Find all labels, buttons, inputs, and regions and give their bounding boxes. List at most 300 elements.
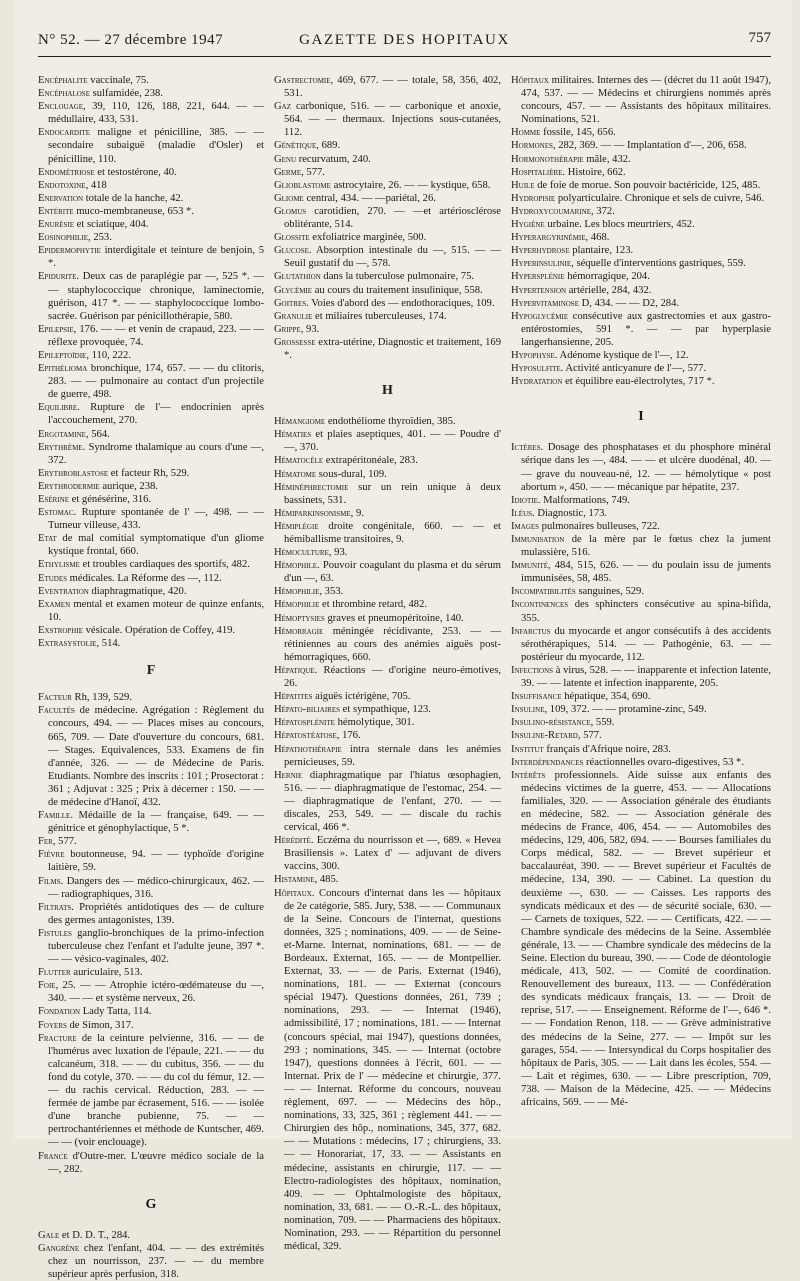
index-entry-text: , 176. — — et venin de crapaud, 223. — — réflexe provoquée, 74. — [48, 323, 264, 348]
index-entry — [38, 349, 264, 362]
index-entry — [38, 637, 264, 650]
index-entry — [511, 664, 771, 690]
index-entry — [274, 873, 501, 886]
index-entry-text: exfoliatrice marginée, 500. — [309, 232, 427, 244]
page-header — [38, 32, 771, 64]
index-entry-text: carotidien, 270. — —et artériosclérose oblitérante, 514. — [284, 205, 501, 231]
index-entry-head: Hypervitaminose — [511, 297, 579, 309]
index-entry-text: professionnels. Aide suisse aux enfants des médecins victimes de la guerre, 453. — — Allocations familiales, 320. — — Association générale des étudiants en médecine, 582. — — Association générale des médecins de France, 406, 454. — — Automobiles des médecins, 129, 406, 582, 694. — — Bourses familiales du Corps médical, 582. — — Brevet supérieur et baccalauréat, 390. — — Brevet supérieur et Facultés de médecine, 134, 390. — — Cabinet. La question du deuxième —, 630. — — Caisses. Les rapports des syndicats médicaux et des — de sécurité sociale, 630. — — Carnets de toxiques, 522. — — Certificats, 422. — — Chambre syndicale des médecins de la Seine. Assemblée générale, 13. — — Chambre syndicale des médecins de la Seine. Election du bureau, 390. — — Code de déontologie médicale, 413, 502. — — Comité de coordination. Renouvellement des bureaux, 113. — — Confédération des syndicats médicaux français, 13. — — Droit de reprise, 517. — — Enseignement. Réforme de l'—, 646 *. — — Fondation Renon, 118. — — Grève administrative des médecins de la Seine, 277. — — Impôt sur les garages, 554. — — Intersyndical du Corps hospitalier des hôpitaux de Paris, 305. — — Lait dans les écoles, 554. — — Lait et régimes, 630. — — Libre prescription, 709, 738. — Maison de la Médecine, 425. — — Médecins africains, 569. — — Mé- — [521, 769, 771, 1109]
index-entry — [511, 205, 771, 218]
index-entry-head: Hormonothérapie — [511, 153, 584, 165]
index-entry-text: Rh, 139, 529. — [71, 692, 132, 704]
index-entry-head: Incompatibilités — [511, 586, 576, 598]
section-letter-h: H — [382, 383, 393, 399]
index-entry — [38, 218, 264, 231]
column-3 — [511, 74, 771, 1109]
index-entry-head: Etat — [38, 533, 57, 545]
index-entry — [274, 520, 501, 546]
index-entry-text: , 514. — [96, 638, 121, 650]
index-entry — [511, 703, 771, 716]
index-entry — [274, 428, 501, 454]
index-entry-text: droite congénitale, 660. — — et hémiballisme transitoires, 9. — [284, 520, 501, 545]
index-entry-head: Genu — [274, 153, 297, 165]
index-entry — [274, 690, 501, 703]
index-entry — [511, 533, 771, 559]
index-entry-text: . Diagnostic, 173. — [532, 507, 608, 519]
index-entry-text: polyarticulaire. Chronique et sels de cuivre, 546. — [555, 192, 765, 204]
index-entry-head: Hypersplénie — [511, 271, 565, 283]
index-entry-head: Erythrodermie — [38, 480, 100, 492]
index-entry-head: Hémorragie — [274, 625, 324, 637]
index-entry — [274, 74, 501, 100]
index-entry-head: Epidurite — [38, 271, 77, 283]
index-entry — [511, 716, 771, 729]
index-entry-text: , 577. — [577, 730, 602, 742]
index-entry — [274, 139, 501, 152]
index-entry-text: hémorragique, 204. — [564, 271, 650, 283]
index-entry — [38, 493, 264, 506]
index-entry — [38, 166, 264, 179]
index-entry-head: Hépatique — [274, 664, 315, 676]
index-entry-head: Fer — [38, 836, 53, 848]
index-entry — [274, 100, 501, 139]
index-entry — [38, 1019, 264, 1032]
index-entry — [274, 625, 501, 664]
index-entry — [274, 310, 501, 323]
index-entry-head: Hyposulfite — [511, 363, 561, 375]
index-entry-text: et génésérine, 316. — [68, 494, 152, 505]
index-entry-text: vaccinale, 75. — [87, 75, 149, 86]
index-entry — [38, 1242, 264, 1281]
index-entry-head: Enurésie — [38, 219, 75, 231]
index-entry-text: sanguines, 529. — [575, 586, 644, 598]
index-entry — [38, 428, 264, 441]
index-entry — [274, 743, 501, 769]
index-entry-head: Hépatostéatose — [274, 730, 337, 742]
index-entry — [511, 218, 771, 231]
index-entry-head: Hémoculture — [274, 547, 329, 559]
index-entry — [38, 598, 264, 624]
index-entry-head: Glomus — [274, 205, 307, 217]
index-entry-text: . Réactions — d'origine neuro-émotives, 26. — [284, 664, 501, 690]
index-entry-text: plantaire, 123. — [569, 245, 634, 257]
index-entry-text: , 176. — [336, 730, 361, 742]
section-letter-i: I — [638, 409, 644, 425]
index-entry-head: Foyers — [38, 1019, 67, 1031]
index-entry-text: et miliaires tuberculeuses, 174. — [312, 310, 447, 322]
index-entry — [38, 704, 264, 809]
index-entry — [511, 231, 771, 244]
index-entry-text: militaires. Internes des — (décret du 11 août 1947), 474, 537. — — Médecins et chirurgiens nommés après concours, 457. — — Assistants des hôpitaux militaires. Nominations, 521. — [521, 75, 771, 126]
index-entry-head: Fracture — [38, 1032, 77, 1044]
issue-number: N° 52. — 27 décembre 1947 — [38, 32, 224, 48]
index-entry — [511, 349, 771, 362]
index-entry — [38, 927, 264, 966]
index-entry — [38, 1005, 264, 1018]
index-entry-text: , 468. — [585, 232, 610, 244]
index-entry — [511, 179, 771, 192]
index-entry-text: boutonneuse, 94. — — typhoïde d'origine laitière, 59. — [48, 849, 264, 874]
index-entry-head: Ethylisme — [38, 559, 80, 571]
index-entry-text: . Rupture de l'— endocrinien après l'accouchement, 270. — [48, 402, 264, 427]
index-entry-text: et D. D. T., 284. — [59, 1229, 131, 1241]
section-letter-f: F — [146, 663, 156, 679]
index-entry-head: Immunité — [511, 560, 548, 572]
index-entry-text: central, 434. — —pariétal, 26. — [303, 192, 436, 204]
index-entry — [511, 585, 771, 598]
index-entry — [38, 362, 264, 401]
index-entry-head: Images — [511, 520, 540, 532]
index-entry-head: Equilibre — [38, 402, 78, 414]
index-entry-head: Facteur — [38, 692, 72, 704]
index-entry-head: Flutter — [38, 967, 71, 979]
index-entry-head: Ictères — [511, 442, 541, 454]
index-entry — [38, 1150, 264, 1176]
index-entry — [274, 834, 501, 873]
index-entry-head: Hydratation — [511, 376, 563, 388]
index-entry-text: . Histoire, 662. — [562, 166, 626, 178]
index-entry — [38, 192, 264, 205]
index-entry — [38, 691, 264, 704]
index-entry-head: Goitres — [274, 297, 307, 309]
index-entry-text: de foie de morue. Son pouvoir bactéricide, 125, 485. — [534, 179, 761, 191]
index-entry-text: artérielle, 284, 432. — [566, 284, 652, 296]
index-entry-head: Hématocèle — [274, 455, 324, 467]
index-entry-head: Grippe — [274, 323, 301, 335]
index-entry-head: Héminéphrectomie — [274, 481, 349, 493]
index-entry-text: et sciatique, 404. — [74, 219, 149, 231]
index-entry-head: Hydropisie — [511, 192, 556, 204]
index-entry-head: Endométriose — [38, 166, 95, 178]
index-entry-text: médicales. La Réforme des —, 112. — [67, 572, 222, 584]
index-entry-head: Hémophilie — [274, 586, 320, 598]
index-entry-head: Gastrectomie — [274, 75, 331, 86]
index-entry — [274, 192, 501, 205]
index-entry — [511, 729, 771, 742]
section-letter-g: G — [145, 1196, 157, 1212]
index-entry-text: de Simon, 317. — [66, 1019, 134, 1031]
index-entry-head: Intérêts — [511, 769, 546, 781]
index-entry — [274, 612, 501, 625]
index-entry-head: Estomac — [38, 507, 74, 519]
index-entry-head: Gliome — [274, 192, 304, 204]
index-entry — [511, 166, 771, 179]
index-entry-head: Infections — [511, 664, 554, 676]
index-entry-text: sur un rein unique à deux bassinets, 531. — [284, 481, 501, 506]
index-entry — [511, 441, 771, 493]
index-entry — [274, 284, 501, 297]
index-entry-text: , séquelle d'interventions gastriques, 559. — [571, 258, 746, 270]
index-entry-head: Glucose — [274, 245, 309, 257]
index-entry-text: sous-dural, 109. — [316, 468, 387, 480]
index-entry — [511, 769, 771, 1109]
index-entry-text: . Médaille de la — française, 649. — — génitrice et génophylactique, 5 *. — [48, 810, 264, 835]
index-entry-head: Insulino-résistance — [511, 717, 591, 729]
index-entry — [38, 179, 264, 192]
index-entry — [38, 572, 264, 585]
index-entry-head: Eosinophilie — [38, 232, 89, 244]
index-entry — [274, 231, 501, 244]
index-entry-text: bronchique, 174, 657. — — du clitoris, 283. — — pulmonaire au contact d'un projectile de guerre, 498. — [48, 363, 264, 401]
index-entry-head: Erythrème — [38, 441, 83, 453]
index-entry-head: Ergotamine — [38, 428, 86, 440]
index-entry — [38, 848, 264, 874]
index-entry-text: vésicale. Opération de Coffey, 419. — [82, 624, 236, 636]
index-entry-text: et facteur Rh, 529. — [108, 467, 190, 479]
index-entry-text: . Rupture spontanée de l' —, 498. — — Tumeur villeuse, 433. — [48, 507, 264, 532]
index-entry — [511, 270, 771, 283]
index-entry-head: Glutathion — [274, 271, 321, 283]
index-entry-text: extra-utérine, Diagnostic et traitement, 169 *. — [284, 336, 501, 361]
page-number: 757 — [748, 30, 771, 46]
index-entry-text: , 25. — — Atrophie ictéro-œdémateuse du —, 340. — — et système nerveux, 26. — [48, 980, 264, 1005]
header-rule — [38, 56, 771, 57]
index-entry-text: ganglio-bronchiques de la primo-infection tuberculeuse chez l'enfant et l'adulte jeune, 397 *. — — vésico-vaginales, 402. — [48, 927, 264, 966]
index-entry-text: , 689. — [316, 140, 341, 152]
index-entry-text: . Propriétés antidotiques des — de culture des germes antagonistes, 139. — [48, 901, 264, 926]
index-entry — [38, 901, 264, 927]
index-entry-text: , 110, 222. — [86, 349, 131, 361]
index-entry-head: Filtrats — [38, 901, 72, 913]
index-entry-head: Hépato-biliaires — [274, 704, 341, 716]
index-entry-head: Hormones — [511, 140, 553, 152]
index-entry-text: , 559. — [590, 717, 615, 729]
index-entry-head: Hôpitaux — [511, 75, 549, 86]
index-entry-text: de la mère par le fœtus chez la jument mulassière, 516. — [521, 534, 771, 559]
index-entry-head: Hépatosplénite — [274, 717, 335, 729]
index-entry — [511, 598, 771, 624]
index-entry — [511, 743, 771, 756]
index-entry-head: Institut — [511, 743, 544, 755]
index-entry-head: Hémangiome — [274, 416, 326, 428]
index-entry-text: , 282, 369. — — Implantation d'—, 206, 658. — [552, 140, 747, 152]
index-entry — [274, 336, 501, 362]
index-entry-head: Insuline — [511, 704, 545, 716]
index-entry-head: Glossite — [274, 232, 310, 244]
index-entry — [274, 205, 501, 231]
index-entry-head: Incontinences — [511, 599, 569, 611]
index-entry — [511, 153, 771, 166]
index-entry-text: consécutive aux gastrectomies et aux gastro-entérostomies, 591 *. — — par hyperplasie langerhansienne, 205. — [521, 310, 771, 348]
index-entry-head: Enclouage — [38, 101, 83, 113]
index-entry — [38, 480, 264, 493]
index-entry-text: carbonique, 516. — — carbonique et anoxie, 564. — — thermaux. Injections sous-cutanées, 112. — [284, 101, 501, 139]
index-entry — [38, 126, 264, 165]
index-entry — [274, 559, 501, 585]
index-entry-text: , 109, 372. — — protamine-zinc, 549. — [544, 704, 707, 716]
index-entry — [38, 585, 264, 598]
index-entry — [38, 532, 264, 558]
index-entry — [511, 375, 771, 388]
index-entry-head: Epilepsie — [38, 323, 74, 335]
index-entry-text: Lady Tatta, 114. — [80, 1006, 152, 1018]
index-entry-head: Erythroblastose — [38, 467, 109, 479]
index-entry — [274, 546, 501, 559]
index-entry-head: Hémoptysies — [274, 612, 325, 624]
index-entry — [274, 297, 501, 310]
index-entry — [511, 126, 771, 139]
index-entry-head: Hypoglycémie — [511, 310, 569, 322]
index-entry-head: Huile — [511, 179, 535, 191]
index-entry — [511, 756, 771, 769]
index-entry-text: et équilibre eau-électrolytes, 717 *. — [562, 376, 715, 388]
index-entry-head: Hémophile — [274, 560, 318, 572]
index-entry — [38, 1229, 264, 1242]
index-entry-text: . Pouvoir coagulant du plasma et du sérum d'un —, 63. — [284, 560, 501, 585]
index-entry-text: français d'Afrique noire, 283. — [543, 743, 671, 755]
index-entry-head: Insuline-Retard — [511, 730, 578, 742]
index-entry-text: de médecine. Agrégation : Règlement du concours, 494. — — Places mises au concours, 665, 709. — Date d'ouverture du concours, 681. — Stages. Equivalences, 533. Examens de fin d'année, 326. — — de Médecine de Paris. Etudiants. Nombre des inscrits : 101 ; Prosectorat : 361 ; Adjuvat : 325 ; Prix à décerner : 150. — — de médecine d'Hanoï, 432. — [48, 705, 264, 808]
index-entry-head: Hématies — [274, 429, 312, 441]
index-entry-head: Glycémie — [274, 284, 313, 296]
index-entry-text: et plaies aseptiques, 401. — — Poudre d' —, 370. — [284, 429, 501, 454]
index-entry — [511, 257, 771, 270]
column-2 — [274, 74, 501, 1253]
index-entry-head: Encéphalite — [38, 75, 88, 86]
index-entry-text: réactionnelles ovaro-digestives, 53 *. — [583, 756, 744, 768]
index-entry — [511, 297, 771, 310]
index-entry — [38, 506, 264, 532]
index-entry-head: Famille — [38, 810, 71, 822]
index-entry-head: Epidermophytie — [38, 245, 101, 257]
index-entry-head: Eventration — [38, 585, 89, 597]
index-entry-text: des sphincters consécutive au spina-bifida, 355. — [521, 599, 771, 624]
index-entry — [38, 74, 264, 87]
index-entry-text: diaphragmatique par l'hiatus œsophagien, 516. — — diaphragmatique de l'estomac, 254. — — diaphragmatique de l'enfant, 270. — — discales, 253, 549. — — discale du rachis cervical, 466 *. — [284, 769, 501, 834]
index-entry — [274, 468, 501, 481]
index-entry-text: dans la tuberculose pulmonaire, 75. — [320, 271, 475, 283]
index-entry — [511, 362, 771, 375]
index-entry-head: Films — [38, 875, 61, 887]
index-entry-text: et thrombine retard, 482. — [319, 599, 428, 611]
index-entry — [38, 87, 264, 100]
index-entry-head: Idiotie — [511, 494, 538, 506]
index-entry-text: , 469, 677. — — totale, 58, 356, 402, 531. — [284, 75, 501, 100]
index-entry — [38, 624, 264, 637]
index-entry-head: Facultés — [38, 705, 75, 717]
index-entry-text: urbaine. Les blocs meurtriers, 452. — [544, 219, 695, 231]
index-entry-text: , 418 — [85, 179, 107, 191]
index-entry-head: Iléus — [511, 507, 533, 519]
index-entry-text: . Malformations, 749. — [537, 494, 630, 506]
index-entry-text: . Voies d'abord des — endothoraciques, 109. — [306, 297, 495, 309]
index-entry-text: , 485. — [314, 874, 339, 886]
index-entry — [38, 401, 264, 427]
index-entry-head: Hygiène — [511, 219, 545, 231]
index-entry — [38, 100, 264, 126]
index-entry-text: . Dosage des phosphatases et du phosphore minéral sérique dans les —, 484. — — et ulcère duodénal, 40. — — grave du nouveau-né, 12. — — hémolytique « post abortum », 450. — — mécanique par hépatite, 237. — [521, 442, 771, 493]
index-entry-head: Esérine — [38, 494, 69, 505]
index-entry-head: Gaz — [274, 101, 291, 113]
index-entry — [38, 558, 264, 571]
index-entry-text: et sympathique, 123. — [340, 704, 431, 716]
index-entry-head: Enervation — [38, 192, 84, 204]
index-entry — [274, 270, 501, 283]
index-entry-head: Glioblastome — [274, 179, 331, 191]
index-entry-text: . Syndrome thalamique au cours d'une —, 372. — [48, 441, 264, 466]
index-entry-head: Examen — [38, 598, 71, 610]
index-entry-text: du myocarde et angor consécutifs à des accidents sérothérapiques, 514. — — Pathogénie, 63. — — postérieur du myocarde, 112. — [521, 625, 771, 663]
index-entry-text: , 9. — [350, 507, 364, 519]
index-entry-text: auriculaire, 513. — [70, 967, 143, 979]
index-entry-head: Hémiparkinsonisme — [274, 507, 351, 519]
index-entry — [38, 875, 264, 901]
index-entry-head: Granulie — [274, 310, 313, 322]
index-entry-head: Exstrophie — [38, 624, 83, 636]
index-entry — [511, 139, 771, 152]
index-entry-text: muco-membraneuse, 653 *. — [73, 205, 194, 217]
index-entry — [38, 270, 264, 322]
index-entry — [38, 323, 264, 349]
index-entry-head: Hydroxycoumarine — [511, 205, 591, 217]
index-entry-text: interdigitale et teinture de benjoin, 5 *. — [48, 245, 264, 270]
index-entry-head: Hypertension — [511, 284, 567, 296]
index-entry-text: de mal comitial symptomatique d'un gliome kystique frontal, 660. — [48, 533, 264, 558]
column-1 — [38, 74, 264, 1281]
index-entry-head: Hospitalière — [511, 166, 563, 178]
index-entry-head: Fièvre — [38, 849, 65, 861]
index-entry-head: Gangrène — [38, 1242, 80, 1254]
index-entry-text: de la ceinture pelvienne, 316. — — de l'humérus avec luxation de l'épaule, 221. — — du calcanéum, 318. — — du cubitus, 356. — — du fond du cotyle, 370. — — du col du fémur, 12. — — du rachis cervical. Réduction, 283. — — fermée de jambe par écrasement, 516. — — isolée d'une branche pubienne, 75. — — pertrochantériennes et méthode de Kuntscher, 469. — — (voir enclouage). — [48, 1032, 264, 1149]
index-entry-head: Germe — [274, 166, 302, 178]
index-entry-text: et testostérone, 40. — [94, 166, 177, 178]
index-entry-head: Entérite — [38, 205, 74, 217]
index-entry-head: Encéphalose — [38, 88, 90, 100]
index-entry — [274, 598, 501, 611]
index-entry — [38, 1032, 264, 1150]
index-entry-head: Homme — [511, 127, 541, 139]
index-entry — [274, 481, 501, 507]
index-entry-head: Foie — [38, 980, 56, 992]
index-entry-head: Epileptoïdie — [38, 349, 87, 361]
index-entry-text: mâle, 432. — [583, 153, 631, 165]
index-entry-text: hépatique, 354, 690. — [561, 691, 651, 703]
index-entry — [511, 192, 771, 205]
index-entry-text: au cours du traitement insulinique, 558. — [312, 284, 483, 296]
index-entry-text: aiguës ictérigène, 705. — [312, 691, 411, 703]
index-entry-text: , 253. — [88, 232, 112, 244]
index-entry-head: Etudes — [38, 572, 68, 584]
index-entry-text: extrapéritonéale, 283. — [323, 455, 418, 467]
index-entry-text: , 372. — [591, 205, 615, 217]
index-entry — [274, 507, 501, 520]
index-entry-head: Gale — [38, 1229, 60, 1241]
index-entry — [274, 166, 501, 179]
index-entry-text: , 564. — [85, 428, 110, 440]
index-entry-text: . Dangers des — médico-chirurgicaux, 462. — — radiographiques, 316. — [48, 875, 264, 900]
index-entry — [274, 585, 501, 598]
index-entry-head: Hémophilie — [274, 599, 320, 611]
index-entry-head: Extrasystolie — [38, 638, 97, 650]
index-entry — [274, 244, 501, 270]
index-entry — [38, 205, 264, 218]
index-entry — [511, 244, 771, 257]
index-entry-head: Hépathothérapie — [274, 743, 342, 755]
index-entry-text: . Concours d'internat dans les — hôpitaux de 2e catégorie, 585. Jury, 538. — — Communaux de la Seine. Concours de l'internat, questions données, 325 ; nominations, 409. — — de Seine-et-Marne. Internat, nominations, 681. — — de Bordeaux. Externat, 165. — — de Montpellier. Externat, 33. — — de Paris. Externat (1946), nominations, 181. — — Externat (concours spécial 1947). Questions données, 261, 739 ; nominations, 293. — — Internat (1946), admissibilité, 17 ; nominations, 181. — — Internat (concours spécial, mai 1947), questions données, 293 ; nominations, 345. — — Internat (octobre 1947), questions données à l'écrit, 601. — — Internat. Prix de l' — médecine et chirurgie, 377. — — Internat. Réforme du concours, nouveau règlement, 697. — — Médecins des hôp., nominations, 33, 325, 361 ; règlement 441. — — Chirurgien des hôp., nominations, 345, 377, 682. — — Mutations : médecins, 17 ; chirurgiens, 33. — — Honorariat, 17, 33. — — Assistants en médecine, assistants en chirurgie, 117. — — Electro-radiologistes des hôpitaux, nomination, 409. — — Ophtalmologiste des hôpitaux, nomination, 33, 681. — — O.-R.-L. des hôpitaux, nomination, 709. — — Pharmaciens des hôpitaux. Nomination, 293. — — Répartition du personnel médical, 329. — [284, 887, 501, 1253]
index-entry-head: Hernie — [274, 769, 303, 781]
index-entry-text: . Absorption intestinale du —, 515. — — Seuil gustatif du —, 578. — [284, 245, 501, 270]
index-entry — [511, 690, 771, 703]
index-entry-head: France — [38, 1150, 68, 1162]
index-entry-text: pulmonaires bulleuses, 722. — [539, 520, 660, 532]
index-entry-head: Hérédité — [274, 835, 311, 847]
index-entry-text: graves et pneumopéritoine, 140. — [324, 612, 464, 624]
index-entry-text: , 353. — [319, 586, 344, 598]
index-entry-head: Hypophyse — [511, 349, 555, 361]
index-entry — [511, 74, 771, 126]
index-entry-head: Endocardite — [38, 127, 90, 139]
index-entry-head: Endotoxine — [38, 179, 86, 191]
